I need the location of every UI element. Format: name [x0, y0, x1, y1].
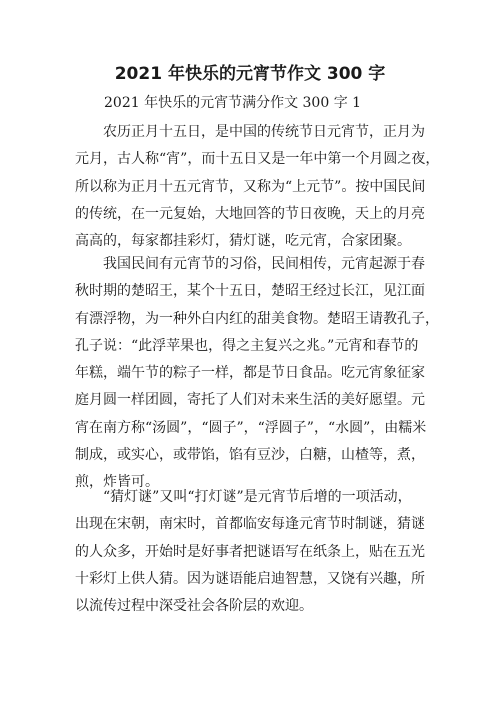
text-line: 以流传过程中深受社会各阶层的欢迎。	[75, 598, 313, 615]
page-title: 2021 年快乐的元宵节作文 300 字	[114, 64, 386, 84]
text-line: 孔子说：“此浮苹果也，得之主复兴之兆。”元宵和春节的	[75, 337, 419, 354]
text-line: 宵在南方称“汤圆”，“圆子”，“浮圆子”，“水圆”，由糯米	[75, 419, 427, 436]
text-line: 的传统，在一元复始，大地回答的节日夜晚，天上的月亮	[75, 205, 425, 222]
paragraph-1	[75, 119, 440, 255]
text-line: 有漂浮物，为一种外白内红的甜美食物。楚昭王请教孔子，	[75, 310, 439, 327]
text-line: 秋时期的楚昭王，某个十五日，楚昭王经过长江，见江面	[75, 283, 425, 300]
document-subtitle: 2021 年快乐的元宵节满分作文 300 字 1	[104, 95, 362, 111]
text-line: 年糕，端午节的粽子一样，都是节日食品。吃元宵象征家	[75, 365, 425, 382]
text-line: 元月，古人称“宵”，而十五日又是一年中第一个月圆之夜，	[75, 151, 440, 168]
text-line: 的人众多，开始时是好事者把谜语写在纸条上，贴在五光	[75, 543, 425, 560]
paragraph-3	[75, 484, 435, 620]
text-line: “猜灯谜”又叫“打灯谜”是元宵节后增的一项活动，	[103, 489, 412, 505]
text-line: 高高的，每家都挂彩灯，猜灯谜，吃元宵，合家团聚。	[75, 233, 411, 250]
text-line: 煎，炸皆可。	[75, 474, 159, 491]
text-line: 所以称为正月十五元宵节，又称为“上元节”。按中国民间	[75, 178, 426, 195]
text-line: 制成，或实心，或带馅，馅有豆沙，白糖，山楂等，煮，	[75, 447, 425, 464]
text-line: 十彩灯上供人猜。因为谜语能启迪智慧，又饶有兴趣，所	[75, 570, 425, 587]
paragraph-2	[75, 251, 439, 497]
text-line: 我国民间有元宵节的习俗，民间相传，元宵起源于春	[103, 256, 425, 272]
text-line: 农历正月十五日，是中国的传统节日元宵节，正月为	[103, 124, 425, 140]
text-line: 出现在宋朝，南宋时，首都临安每逢元宵节时制谜，猜谜	[75, 516, 425, 533]
text-line: 庭月圆一样团圆，寄托了人们对未来生活的美好愿望。元	[75, 392, 425, 409]
